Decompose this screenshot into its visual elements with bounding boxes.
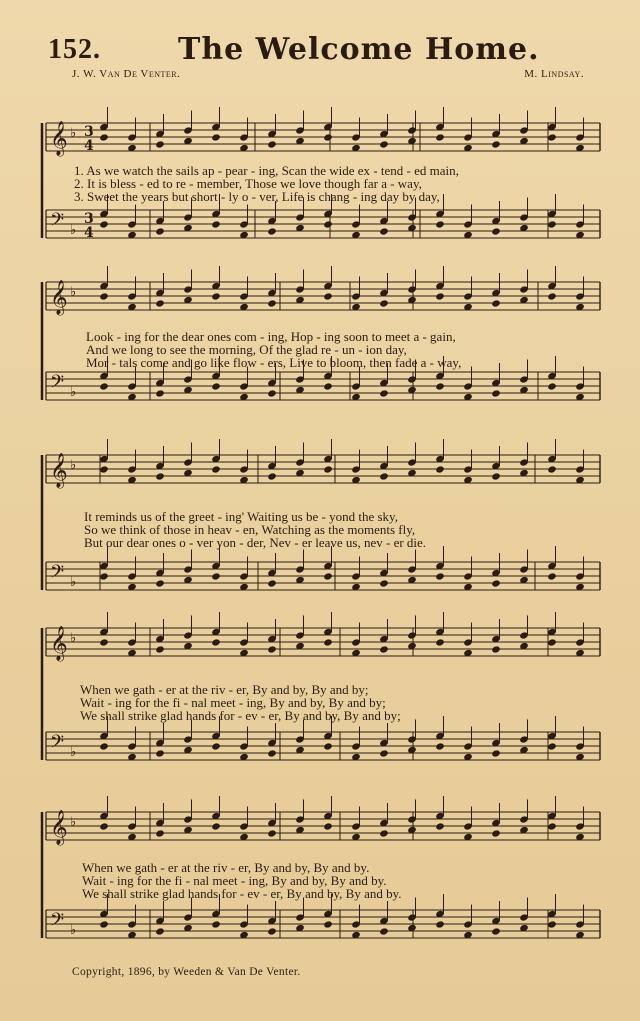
note-head — [491, 645, 501, 653]
note-head — [155, 299, 165, 307]
bass-clef: 𝄢 — [50, 372, 65, 397]
note-head — [491, 140, 501, 148]
note-head — [379, 645, 389, 653]
note-head — [211, 292, 221, 300]
note-head — [99, 133, 109, 141]
note-head — [267, 389, 277, 397]
note-head — [267, 579, 277, 587]
note-head — [323, 822, 333, 830]
note-head — [267, 472, 277, 480]
note-head — [547, 220, 557, 228]
note-head — [435, 133, 445, 141]
note-head — [267, 227, 277, 235]
note-head — [491, 579, 501, 587]
note-head — [267, 140, 277, 148]
bass-clef: 𝄢 — [50, 210, 65, 235]
note-head — [547, 292, 557, 300]
note-head — [99, 292, 109, 300]
note-head — [211, 572, 221, 580]
note-head — [211, 638, 221, 646]
note-head — [435, 382, 445, 390]
note-head — [267, 645, 277, 653]
note-head — [211, 465, 221, 473]
note-head — [211, 920, 221, 928]
note-head — [379, 227, 389, 235]
hymn-number: 152. — [48, 34, 101, 65]
key-signature-flat: ♭ — [70, 223, 77, 238]
lyric-line: 1. As we watch the sails ap - pear - ing, Scan the wide ex - tend - ed main, — [74, 163, 459, 178]
note-head — [323, 465, 333, 473]
bass-clef: 𝄢 — [50, 732, 65, 757]
lyric-line: When we gath - er at the riv - er, By and by, By and by; — [80, 682, 369, 697]
note-head — [323, 220, 333, 228]
note-head — [379, 579, 389, 587]
note-head — [547, 742, 557, 750]
key-signature-flat: ♭ — [70, 385, 77, 400]
note-head — [379, 140, 389, 148]
key-signature-flat: ♭ — [70, 745, 77, 760]
note-head — [323, 292, 333, 300]
key-signature-flat: ♭ — [70, 575, 77, 590]
note-head — [491, 472, 501, 480]
note-head — [99, 382, 109, 390]
note-head — [547, 920, 557, 928]
note-head — [99, 465, 109, 473]
note-head — [323, 638, 333, 646]
composer-credit: M. Lindsay. — [524, 68, 584, 80]
treble-clef: 𝄞 — [50, 626, 68, 661]
key-signature-flat: ♭ — [70, 458, 77, 473]
note-head — [323, 920, 333, 928]
note-head — [211, 382, 221, 390]
note-head — [155, 645, 165, 653]
note-head — [155, 749, 165, 757]
treble-clef: 𝄞 — [50, 280, 68, 315]
lyric-line: Wait - ing for the fi - nal meet - ing, By and by, By and by; — [80, 695, 386, 710]
lyric-line: But our dear ones o - ver yon - der, Nev - er leave us, nev - er die. — [84, 535, 427, 550]
note-head — [155, 829, 165, 837]
copyright-notice: Copyright, 1896, by Weeden & Van De Venter. — [72, 966, 301, 978]
lyric-line: Mor - tals come and go like flow - ers, Live to bloom, then fade a - way, — [86, 355, 462, 370]
note-head — [267, 299, 277, 307]
note-head — [547, 638, 557, 646]
lyric-line: 2. It is bless - ed to re - member, Those we love though far a - way, — [74, 176, 422, 191]
note-head — [435, 292, 445, 300]
note-head — [547, 822, 557, 830]
note-head — [99, 638, 109, 646]
lyric-line: Look - ing for the dear ones com - ing, Hop - ing soon to meet a - gain, — [86, 329, 456, 344]
time-signature-numerator: 3 — [84, 211, 94, 227]
note-head — [379, 299, 389, 307]
note-head — [379, 472, 389, 480]
note-head — [155, 472, 165, 480]
time-signature-denominator: 4 — [84, 225, 94, 241]
note-head — [155, 927, 165, 935]
note-head — [99, 920, 109, 928]
note-head — [491, 227, 501, 235]
note-head — [211, 133, 221, 141]
note-head — [491, 299, 501, 307]
note-head — [547, 133, 557, 141]
lyric-line: 3. Sweet the years but short - ly o - ver, Life is chang - ing day by day, — [74, 189, 440, 204]
note-head — [435, 220, 445, 228]
bass-clef: 𝄢 — [50, 562, 65, 587]
time-signature-numerator: 3 — [84, 124, 94, 140]
key-signature-flat: ♭ — [70, 126, 77, 141]
note-head — [267, 749, 277, 757]
note-head — [435, 465, 445, 473]
note-head — [435, 572, 445, 580]
key-signature-flat: ♭ — [70, 285, 77, 300]
note-head — [547, 572, 557, 580]
note-head — [435, 822, 445, 830]
key-signature-flat: ♭ — [70, 923, 77, 938]
note-head — [155, 579, 165, 587]
note-head — [155, 140, 165, 148]
key-signature-flat: ♭ — [70, 631, 77, 646]
treble-clef: 𝄞 — [50, 121, 68, 156]
bass-clef: 𝄢 — [50, 910, 65, 935]
note-head — [491, 829, 501, 837]
note-head — [211, 220, 221, 228]
treble-clef: 𝄞 — [50, 810, 68, 845]
note-head — [547, 382, 557, 390]
note-head — [435, 742, 445, 750]
note-head — [547, 465, 557, 473]
note-head — [99, 742, 109, 750]
note-head — [379, 829, 389, 837]
note-head — [211, 822, 221, 830]
lyric-line: We shall strike glad hands for - ev - er, By and by, By and by. — [82, 886, 402, 901]
note-head — [267, 829, 277, 837]
hymn-title: The Welcome Home. — [178, 32, 540, 67]
note-head — [323, 382, 333, 390]
note-head — [323, 572, 333, 580]
lyric-line: And we long to see the morning, Of the glad re - un - ion day, — [86, 342, 407, 357]
note-head — [491, 927, 501, 935]
lyricist-credit: J. W. Van De Venter. — [72, 68, 181, 80]
note-head — [435, 638, 445, 646]
note-head — [155, 389, 165, 397]
note-head — [379, 927, 389, 935]
lyric-line: It reminds us of the greet - ing' Waiting us be - yond the sky, — [84, 509, 398, 524]
note-head — [99, 572, 109, 580]
time-signature-denominator: 4 — [84, 138, 94, 154]
note-head — [491, 389, 501, 397]
note-head — [267, 927, 277, 935]
note-head — [323, 742, 333, 750]
note-head — [491, 749, 501, 757]
note-head — [211, 742, 221, 750]
note-head — [99, 822, 109, 830]
lyric-line: When we gath - er at the riv - er, By and by, By and by. — [82, 860, 370, 875]
treble-clef: 𝄞 — [50, 453, 68, 488]
note-head — [435, 920, 445, 928]
note-head — [379, 389, 389, 397]
lyric-line: We shall strike glad hands for - ev - er, By and by, By and by; — [80, 708, 401, 723]
note-head — [379, 749, 389, 757]
note-head — [155, 227, 165, 235]
lyric-line: So we think of those in heav - en, Watching as the moments fly, — [84, 522, 416, 537]
lyric-line: Wait - ing for the fi - nal meet - ing, By and by, By and by. — [82, 873, 387, 888]
note-head — [99, 220, 109, 228]
note-head — [323, 133, 333, 141]
key-signature-flat: ♭ — [70, 815, 77, 830]
